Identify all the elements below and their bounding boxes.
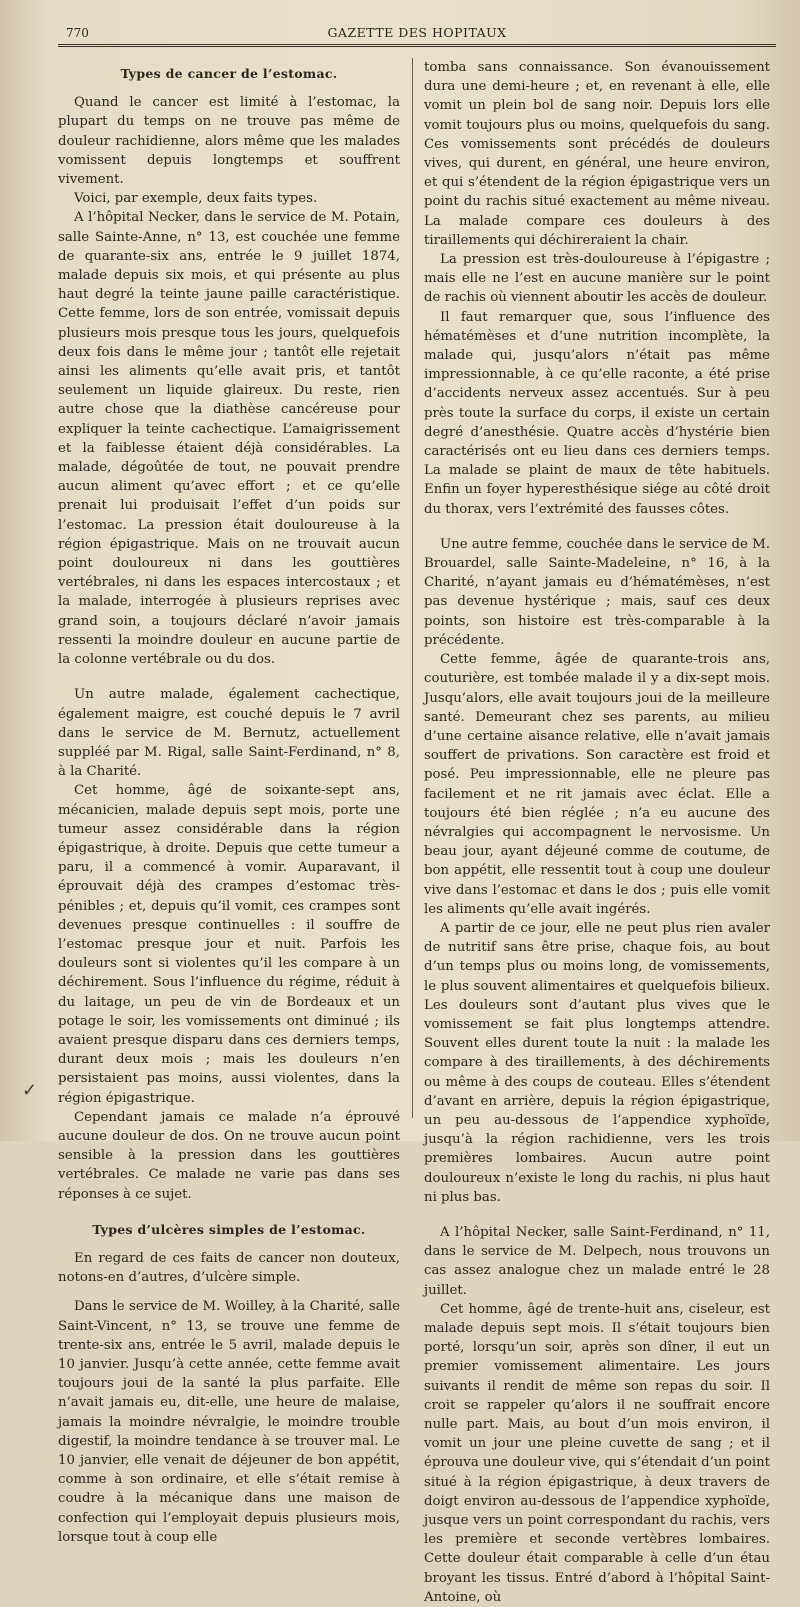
paragraph: Cet homme, âgé de trente-huit ans, ciseleur, est malade depuis sept mois. Il s’était toujours bien porté, lorsqu’un soir, après son dîner, il eut un premier vomissement alimentaire. Les jours suivants il rendit de même son repas du soir. Il croit se rappeler qu’alors il ne souffrait encore nulle part. Mais, au bout d’un mois environ, il vomit un jour une pleine cuvette de sang ; et il éprouva une douleur vive, qui s’étendait d’un point situé à la région épigastrique, à deux travers de doigt environ au-dessous de l’appendice xyphoïde, jusque vers un point correspondant du rachis, vers les première et seconde vertèbres lombaires. Cette douleur était comparable à celle d’un étau broyant les tissus. Entré d’abord à l’hôpital Saint-Antoine, où <box>424 1301 770 1605</box>
page-number: 770 <box>66 26 89 40</box>
left-column <box>58 58 400 1545</box>
right-column <box>424 58 770 1605</box>
paragraph: A l’hôpital Necker, salle Saint-Ferdinand, n° 11, dans le service de M. Delpech, nous trouvons un cas assez analogue chez un malade entré le 28 juillet. <box>424 1224 770 1298</box>
section-title-cancer: Types de cancer de l’estomac. <box>120 66 338 81</box>
running-title: GAZETTE DES HOPITAUX <box>327 25 507 40</box>
page-header <box>58 22 776 47</box>
margin-check-mark: ✓ <box>22 1080 38 1101</box>
paragraph: Quand le cancer est limité à l’estomac, la plupart du temps on ne trouve pas même de douleur rachidienne, alors même que les malades vomissent depuis longtemps et souffrent vivement. <box>58 95 400 188</box>
section-title-ulcer: Types d’ulcères simples de l’estomac. <box>92 1221 366 1237</box>
paragraph: Cette femme, âgée de quarante-trois ans, couturière, est tombée malade il y a dix-sept mois. Jusqu’alors, elle avait toujours joui de la meilleure santé. Demeurant chez ses parents, au milieu d’une certaine aisance relative, elle n’avait jamais souffert de privations. Son caractère est froid et posé. Peu impressionnable, elle ne pleure pas facilement et ne rit jamais avec éclat. Elle a toujours été bien réglée ; n’a eu aucune des névralgies qui accompagnent le nervosisme. Un beau jour, ayant déjeuné comme de coutume, de bon appétit, elle ressentit tout à coup une douleur vive dans l’estomac et dans le dos ; puis elle vomit les aliments qu’elle avait ingérés. <box>424 652 770 917</box>
paragraph: La pression est très-douloureuse à l’épigastre ; mais elle ne l’est en aucune manière sur le point de rachis où viennent aboutir les accès de douleur. <box>424 252 770 306</box>
paragraph: En regard de ces faits de cancer non douteux, notons-en d’autres, d’ulcère simple. <box>58 1250 400 1286</box>
paragraph: A l’hôpital Necker, dans le service de M. Potain, salle Sainte-Anne, n° 13, est couchée une femme de quarante-six ans, entrée le 9 juillet 1874, malade depuis six mois, et qui présente au plus haut degré la teinte jaune paille caractéristique. Cette femme, lors de son entrée, vomissait depuis plusieurs mois presque tous les jours, quelquefois deux fois dans le même jour ; tantôt elle rejetait ainsi les aliments qu’elle avait pris, et tantôt seulement un liquide glaireux. Du reste, rien autre chose que la diathèse cancéreuse pour expliquer la teinte cachectique. L’amaigrissement et la faiblesse étaient déjà considérables. La malade, dégoûtée de tout, ne pouvait prendre aucun aliment qu’avec effort ; et ce qu’elle prenait lui produisait l’effet d’un poids sur l’estomac. La pression était douloureuse à la région épigastrique. Mais on ne trouvait aucun point douloureux ni dans les gouttières vertébrales, ni dans les espaces intercostaux ; et la malade, interrogée à plusieurs reprises avec grand soin, a toujours déclaré n’avoir jamais ressenti la moindre douleur en aucune partie de la colonne vertébrale ou du dos. <box>58 210 400 668</box>
paragraph: Dans le service de M. Woilley, à la Charité, salle Saint-Vincent, n° 13, se trouve une femme de trente-six ans, entrée le 5 avril, malade depuis le 10 janvier. Jusqu’à cette année, cette femme avait toujours joui de la santé la plus parfaite. Elle n’avait jamais eu, dit-elle, une heure de malaise, jamais la moindre névralgie, le moindre trouble digestif, la moindre tendance à se trouver mal. Le 10 janvier, elle venait de déjeuner de bon appétit, comme à son ordinaire, et elle s’était remise à coudre à la mécanique dans une maison de confection qui l’employait depuis plusieurs mois, lorsque tout à coup elle <box>58 1299 400 1545</box>
paragraph: Cet homme, âgé de soixante-sept ans, mécanicien, malade depuis sept mois, porte une tumeur assez considérable dans la région épigastrique, à droite. Depuis que cette tumeur a paru, il a commencé à vomir. Auparavant, il éprouvait déjà des crampes d’estomac très-pénibles ; et, depuis qu’il vomit, ces crampes sont devenues presque continuelles : il souffre de l’estomac presque jour et nuit. Parfois les douleurs sont si violentes qu’il les compare à un déchirement. Sous l’influence du régime, réduit à du laitage, un peu de vin de Bordeaux et un potage le soir, les vomissements ont diminué ; ils avaient presque disparu dans ces derniers temps, durant deux mois ; mais les douleurs n’en persistaient pas moins, aussi violentes, dans la région épigastrique. <box>58 783 400 1106</box>
paragraph: Voici, par exemple, deux faits types. <box>74 191 318 207</box>
paragraph: Un autre malade, également cachectique, également maigre, est couché depuis le 7 avril dans le service de M. Bernutz, actuellement suppléé par M. Rigal, salle Saint-Ferdinand, n° 8, à la Charité. <box>58 687 400 780</box>
paragraph: Une autre femme, couchée dans le service de M. Brouardel, salle Sainte-Madeleine, n° 16, à la Charité, n’ayant jamais eu d’hématémèses, n’est pas devenue hystérique ; mais, sauf ces deux points, son histoire est très-comparable à la précédente. <box>424 536 770 648</box>
paragraph: A partir de ce jour, elle ne peut plus rien avaler de nutritif sans être prise, chaque fois, au bout d’un temps plus ou moins long, de vomissements, le plus souvent alimentaires et quelquefois bilieux. Les douleurs sont d’autant plus vives que le vomissement se fait plus longtemps attendre. Souvent elles durent toute la nuit : la malade les compare à des tiraillements, à des déchirements ou même à des coups de couteau. Elles s’étendent d’avant en arrière, depuis la région épigastrique, un peu au-dessous de l’appendice xyphoïde, jusqu’à la région rachidienne, vers les trois premières lombaires. Aucun autre point douloureux n’existe le long du rachis, ni plus haut ni plus bas. <box>424 920 770 1205</box>
paragraph: tomba sans connaissance. Son évanouissement dura une demi-heure ; et, en revenant à elle, elle vomit un plein bol de sang noir. Depuis lors elle vomit toujours plus ou moins, quelquefois du sang. Ces vomissements sont précédés de douleurs vives, qui durent, en général, une heure environ, et qui s’étendent de la région épigastrique vers un point du rachis situé exactement au même niveau. La malade compare ces douleurs à des tiraillements qui déchireraient la chair. <box>424 60 770 248</box>
column-divider <box>412 58 413 1118</box>
paragraph: Cependant jamais ce malade n’a éprouvé aucune douleur de dos. On ne trouve aucun point sensible à la pression dans les gouttières vertébrales. Ce malade ne varie pas dans ses réponses à ce sujet. <box>58 1109 400 1202</box>
paragraph: Il faut remarquer que, sous l’influence des hématémèses et d’une nutrition incomplète, la malade qui, jusqu’alors n’était pas même impressionnable, à ce qu’elle raconte, a été prise d’accidents nerveux assez accentués. Sur à peu près toute la surface du corps, il existe un certain degré d’anesthésie. Quatre accès d’hystérie bien caractérisés ont eu lieu dans ces derniers temps. La malade se plaint de maux de tête habituels. Enfin un foyer hyperesthésique siége au côté droit du thorax, vers l’extrémité des fausses côtes. <box>424 309 770 517</box>
